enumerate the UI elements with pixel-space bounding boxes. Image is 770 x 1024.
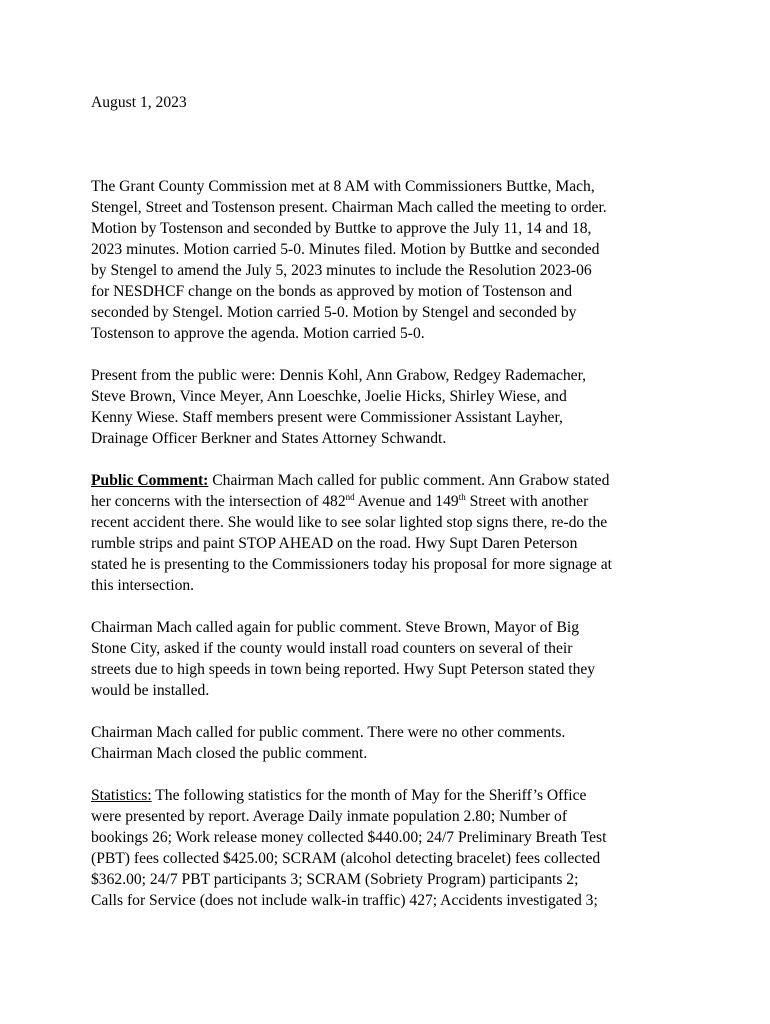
text-line: Drainage Officer Berkner and States Attorney Schwandt.: [91, 430, 447, 447]
text-line: recent accident there. She would like to see solar lighted stop signs there, re-do the: [91, 514, 608, 531]
section-heading-public-comment: Public Comment:: [91, 472, 209, 489]
text-line: Motion by Tostenson and seconded by Buttke to approve the July 11, 14 and 18,: [91, 220, 592, 237]
text-line: Kenny Wiese. Staff members present were Commissioner Assistant Layher,: [91, 409, 563, 426]
paragraph-opening: [91, 176, 691, 344]
document-body: [91, 92, 691, 932]
text-line: were presented by report. Average Daily inmate population 2.80; Number of: [91, 808, 568, 825]
text-line: Chairman Mach closed the public comment.: [91, 745, 368, 762]
text-line: streets due to high speeds in town being reported. Hwy Supt Peterson stated they: [91, 661, 596, 678]
text-run: Avenue and 149: [354, 493, 459, 510]
text-line: (PBT) fees collected $425.00; SCRAM (alcohol detecting bracelet) fees collected: [91, 850, 601, 867]
text-line: 2023 minutes. Motion carried 5-0. Minutes filed. Motion by Buttke and seconded: [91, 241, 600, 258]
text-line: stated he is presenting to the Commissioners today his proposal for more signage at: [91, 556, 612, 573]
paragraph-comment-closed: [91, 722, 691, 764]
text-line: Steve Brown, Vince Meyer, Ann Loeschke, Joelie Hicks, Shirley Wiese, and: [91, 388, 567, 405]
text-line: [91, 470, 691, 491]
text-line: Chairman Mach called again for public comment. Steve Brown, Mayor of Big: [91, 619, 580, 636]
text-line: Stengel, Street and Tostenson present. Chairman Mach called the meeting to order.: [91, 199, 607, 216]
section-heading-statistics: Statistics:: [91, 787, 152, 804]
text-line: [91, 491, 691, 512]
text-line: Stone City, asked if the county would install road counters on several of their: [91, 640, 573, 657]
text-line: would be installed.: [91, 682, 210, 699]
text-line: for NESDHCF change on the bonds as approved by motion of Tostenson and: [91, 283, 573, 300]
text-line: Tostenson to approve the agenda. Motion carried 5-0.: [91, 325, 425, 342]
text-line: rumble strips and paint STOP AHEAD on the road. Hwy Supt Daren Peterson: [91, 535, 578, 552]
text-line: by Stengel to amend the July 5, 2023 minutes to include the Resolution 2023-06: [91, 262, 592, 279]
paragraph-statistics: [91, 785, 691, 911]
text-line: Chairman Mach called for public comment. There were no other comments.: [91, 724, 566, 741]
text-line: Calls for Service (does not include walk-in traffic) 427; Accidents investigated 3;: [91, 892, 598, 909]
text-line: The Grant County Commission met at 8 AM with Commissioners Buttke, Mach,: [91, 178, 595, 195]
text-line: Present from the public were: Dennis Kohl, Ann Grabow, Redgey Rademacher,: [91, 367, 587, 384]
text-run: Chairman Mach called for public comment. Ann Grabow stated: [208, 472, 610, 489]
paragraph-public-comment: [91, 470, 691, 596]
meeting-date: August 1, 2023: [91, 94, 187, 111]
text-line: bookings 26; Work release money collected $440.00; 24/7 Preliminary Breath Test: [91, 829, 607, 846]
text-line: $362.00; 24/7 PBT participants 3; SCRAM (Sobriety Program) participants 2;: [91, 871, 579, 888]
paragraph-attendance: [91, 365, 691, 449]
paragraph-second-comment: [91, 617, 691, 701]
ordinal-suffix: nd: [345, 491, 355, 502]
text-line: [91, 785, 691, 806]
text-run: Street with another: [465, 493, 589, 510]
text-run: her concerns with the intersection of 482: [91, 493, 346, 510]
text-run: The following statistics for the month of May for the Sheriff’s Office: [151, 787, 587, 804]
text-line: this intersection.: [91, 577, 195, 594]
ordinal-suffix: th: [458, 491, 466, 502]
text-line: seconded by Stengel. Motion carried 5-0. Motion by Stengel and seconded by: [91, 304, 577, 321]
